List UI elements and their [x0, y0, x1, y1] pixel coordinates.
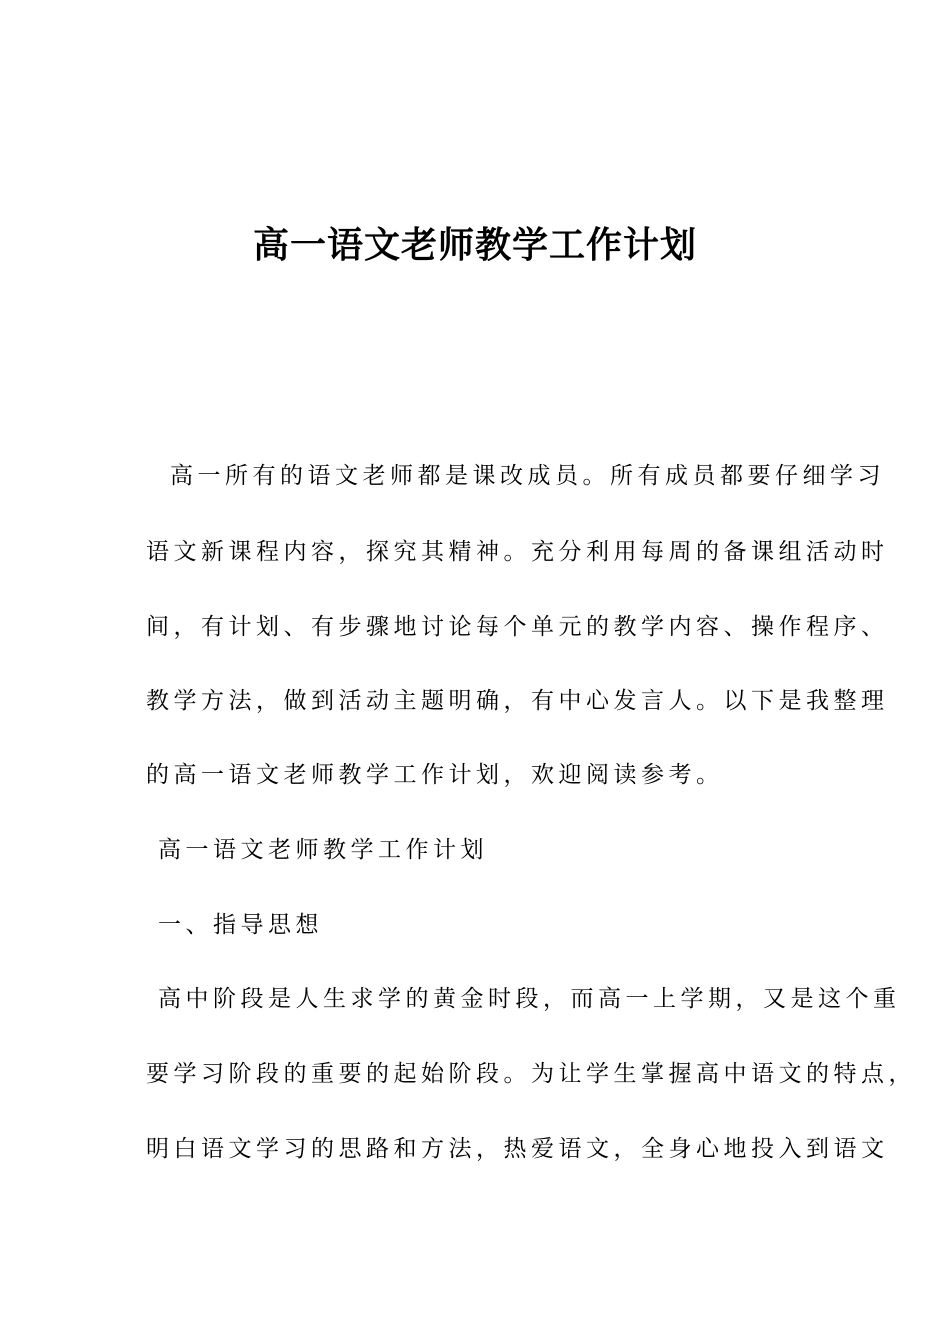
paragraph-line: 高一所有的语文老师都是课改成员。所有成员都要仔细学习 [170, 463, 885, 489]
paragraph-line: 教学方法，做到活动主题明确，有中心发言人。以下是我整理 [146, 688, 889, 714]
paragraph-line: 语文新课程内容，探究其精神。充分利用每周的备课组活动时 [146, 539, 889, 565]
paragraph-line: 高中阶段是人生求学的黄金时段，而高一上学期，又是这个重 [158, 986, 901, 1012]
paragraph-line: 明白语文学习的思路和方法，热爱语文，全身心地投入到语文 [146, 1136, 889, 1162]
document-title: 高一语文老师教学工作计划 [252, 225, 697, 266]
section-heading: 一、指导思想 [158, 912, 323, 938]
paragraph-line: 要学习阶段的重要的起始阶段。为让学生掌握高中语文的特点， [146, 1061, 916, 1087]
paragraph-line: 间，有计划、有步骤地讨论每个单元的教学内容、操作程序、 [146, 614, 889, 640]
section-heading: 高一语文老师教学工作计划 [158, 837, 488, 863]
paragraph-line: 的高一语文老师教学工作计划，欢迎阅读参考。 [146, 762, 724, 788]
